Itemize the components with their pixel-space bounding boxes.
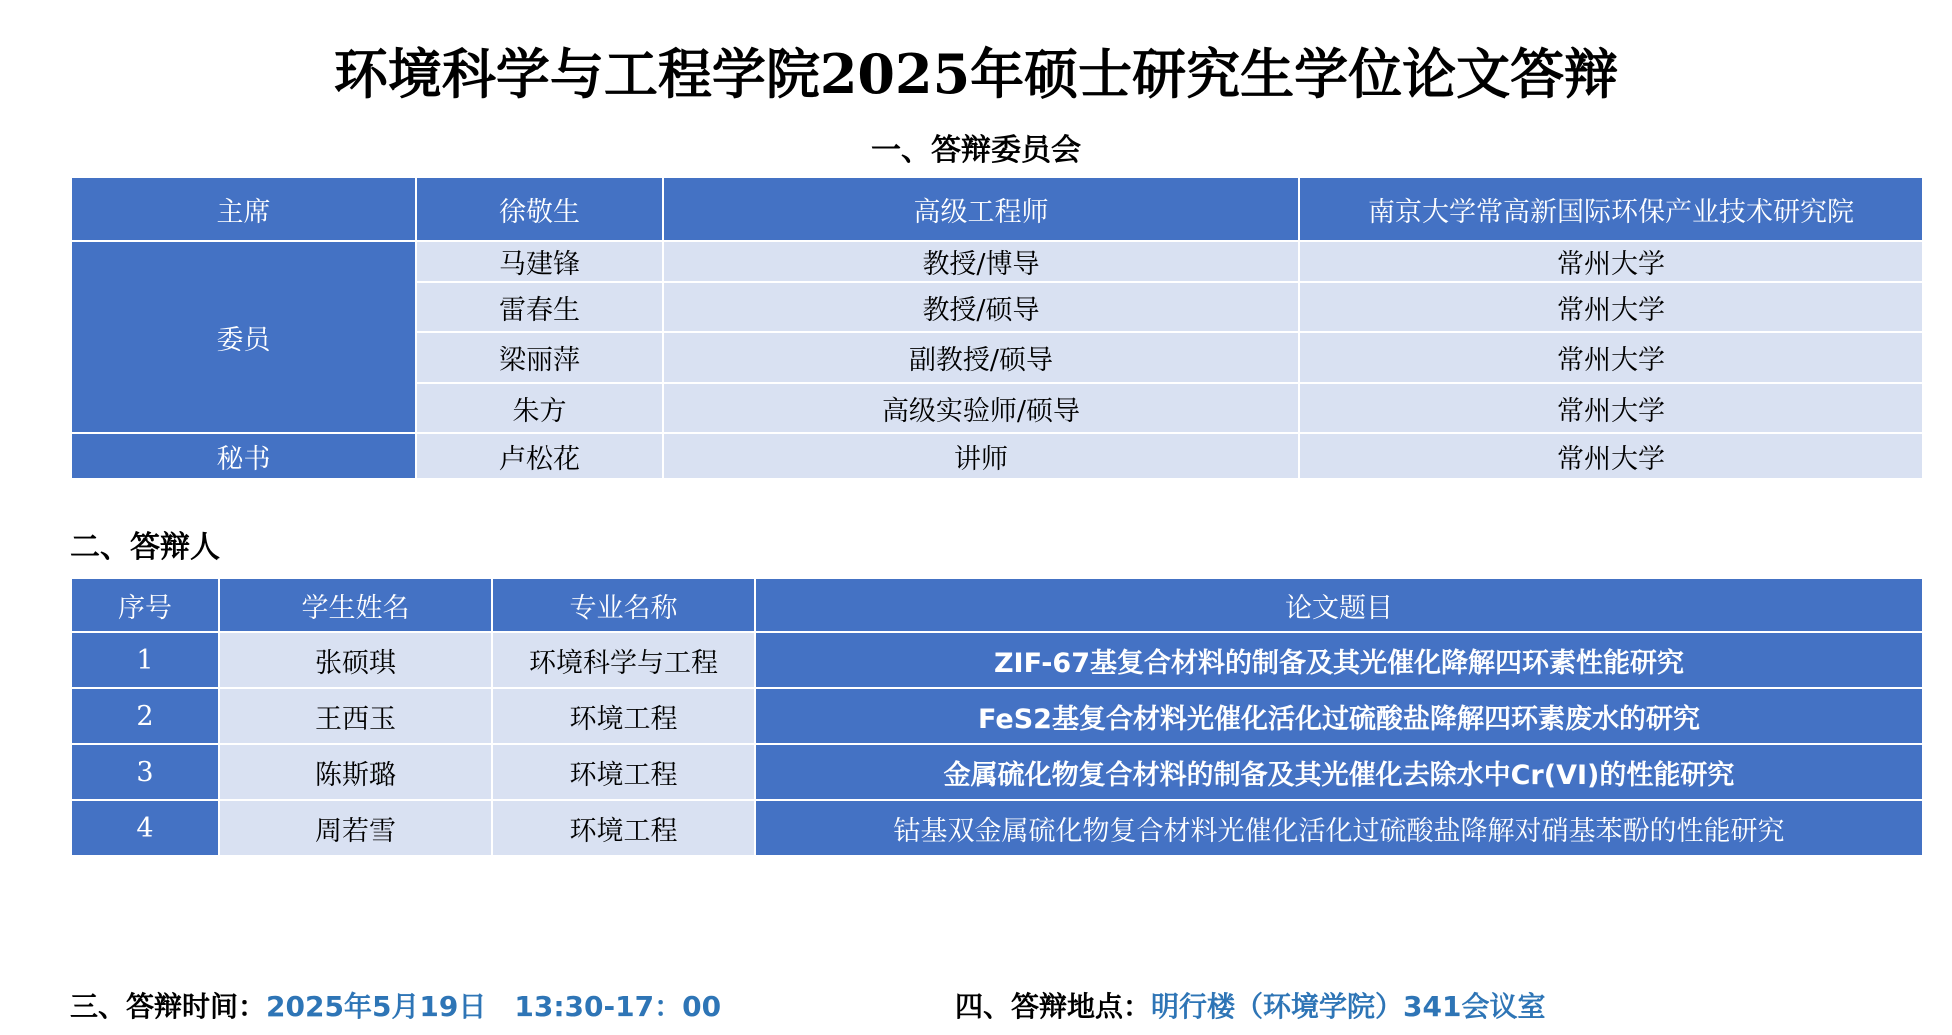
header-thesis: 论文题目 <box>755 578 1923 632</box>
header-name: 学生姓名 <box>219 578 492 632</box>
candidate-major: 环境工程 <box>492 688 755 744</box>
candidate-row <box>71 688 1923 744</box>
candidate-name: 张硕琪 <box>219 632 492 688</box>
member-title: 高级实验师/硕导 <box>663 383 1299 433</box>
header-no: 序号 <box>71 578 219 632</box>
member-affiliation: 常州大学 <box>1299 241 1923 282</box>
candidate-no: 2 <box>71 688 219 744</box>
member-affiliation: 常州大学 <box>1299 332 1923 383</box>
chair-affiliation: 南京大学常高新国际环保产业技术研究院 <box>1299 177 1923 241</box>
member-row <box>71 241 1923 282</box>
candidate-no: 3 <box>71 744 219 800</box>
candidate-row <box>71 632 1923 688</box>
member-name: 马建锋 <box>416 241 663 282</box>
candidate-name: 陈斯璐 <box>219 744 492 800</box>
candidate-thesis: 金属硫化物复合材料的制备及其光催化去除水中Cr(VI)的性能研究 <box>755 744 1923 800</box>
secretary-affiliation: 常州大学 <box>1299 433 1923 479</box>
committee-heading: 一、答辩委员会 <box>871 133 1081 168</box>
candidate-name: 王西玉 <box>219 688 492 744</box>
page-title: 环境科学与工程学院2025年硕士研究生学位论文答辩 <box>333 42 1619 106</box>
chair-role: 主席 <box>71 177 416 241</box>
secretary-role: 秘书 <box>71 433 416 479</box>
member-affiliation: 常州大学 <box>1299 383 1923 433</box>
defense-time-value: 2025年5月19日 13:30-17：00 <box>266 990 722 1023</box>
chair-title: 高级工程师 <box>663 177 1299 241</box>
candidate-thesis: 钴基双金属硫化物复合材料光催化活化过硫酸盐降解对硝基苯酚的性能研究 <box>755 800 1923 856</box>
defense-time <box>70 985 721 1025</box>
candidate-major: 环境工程 <box>492 800 755 856</box>
member-name: 梁丽萍 <box>416 332 663 383</box>
member-title: 教授/博导 <box>663 241 1299 282</box>
candidate-thesis: FeS2基复合材料光催化活化过硫酸盐降解四环素废水的研究 <box>755 688 1923 744</box>
member-title: 教授/硕导 <box>663 282 1299 332</box>
member-name: 雷春生 <box>416 282 663 332</box>
committee-table <box>70 176 1924 480</box>
defense-place <box>955 985 1545 1025</box>
chair-name: 徐敬生 <box>416 177 663 241</box>
members-role: 委员 <box>71 241 416 433</box>
candidate-row <box>71 800 1923 856</box>
candidates-header-row <box>71 578 1923 632</box>
secretary-name: 卢松花 <box>416 433 663 479</box>
secretary-title: 讲师 <box>663 433 1299 479</box>
candidate-thesis: ZIF-67基复合材料的制备及其光催化降解四环素性能研究 <box>755 632 1923 688</box>
candidates-table <box>70 577 1924 857</box>
defense-place-value: 明行楼（环境学院）341会议室 <box>1151 990 1546 1023</box>
member-name: 朱方 <box>416 383 663 433</box>
candidate-name: 周若雪 <box>219 800 492 856</box>
candidates-heading: 二、答辩人 <box>70 530 220 565</box>
candidate-no: 4 <box>71 800 219 856</box>
defense-place-label: 四、答辩地点： <box>955 990 1152 1023</box>
candidate-no: 1 <box>71 632 219 688</box>
defense-time-label: 三、答辩时间： <box>70 990 267 1023</box>
chair-row <box>71 177 1923 241</box>
candidate-major: 环境科学与工程 <box>492 632 755 688</box>
member-affiliation: 常州大学 <box>1299 282 1923 332</box>
secretary-row <box>71 433 1923 479</box>
candidate-major: 环境工程 <box>492 744 755 800</box>
candidate-row <box>71 744 1923 800</box>
header-major: 专业名称 <box>492 578 755 632</box>
member-title: 副教授/硕导 <box>663 332 1299 383</box>
